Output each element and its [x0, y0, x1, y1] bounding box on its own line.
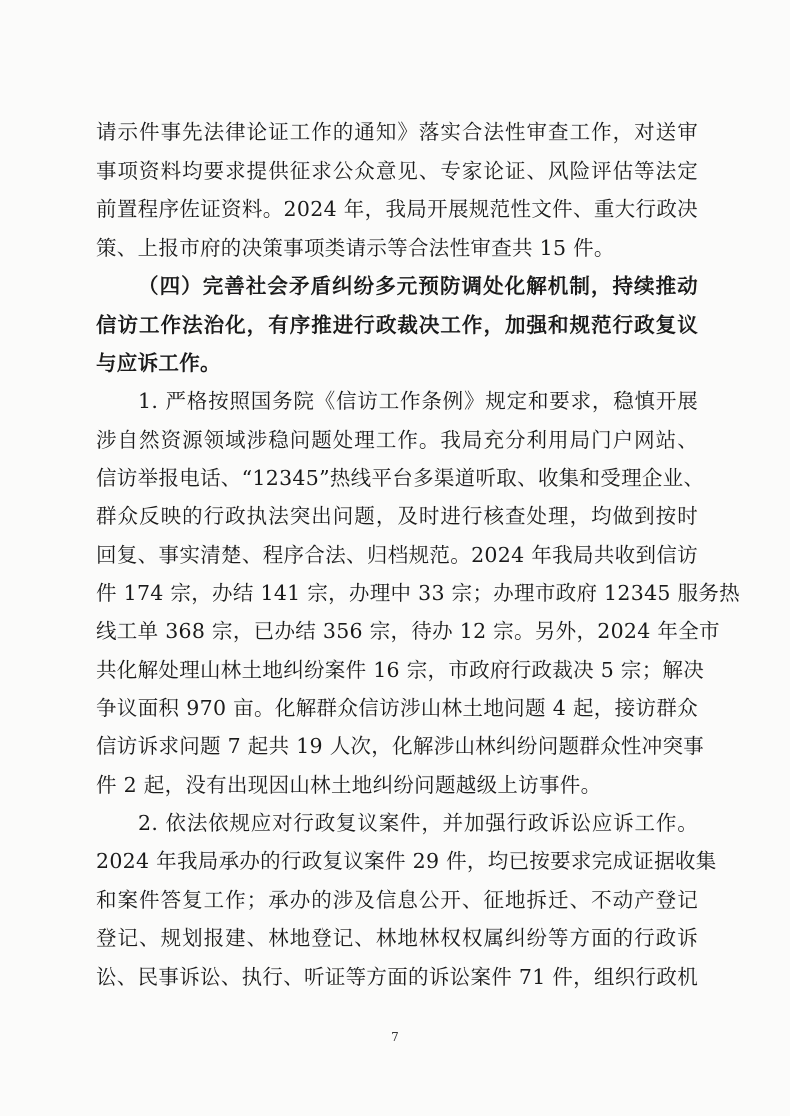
- text-line: 前置程序佐证资料。2024 年，我局开展规范性文件、重大行政决: [96, 197, 698, 221]
- text-line: 群众反映的行政执法突出问题，及时进行核查处理，均做到按时: [96, 504, 698, 528]
- text-line: （四）完善社会矛盾纠纷多元预防调处化解机制，持续推动: [138, 274, 698, 298]
- text-line: 2. 依法依规应对行政复议案件，并加强行政诉讼应诉工作。: [138, 811, 698, 835]
- text-line: 件 174 宗，办结 141 宗，办理中 33 宗；办理市政府 12345 服务热: [96, 581, 740, 605]
- text-line: 共化解处理山林土地纠纷案件 16 宗，市政府行政裁决 5 宗；解决: [96, 658, 705, 682]
- text-line: 线工单 368 宗，已办结 356 宗，待办 12 宗。另外，2024 年全市: [96, 619, 720, 643]
- text-line: 策、上报市府的决策事项类请示等合法性审查共 15 件。: [96, 236, 615, 260]
- text-line: 信访工作法治化，有序推进行政裁决工作，加强和规范行政复议: [96, 313, 698, 337]
- text-line: 与应诉工作。: [96, 351, 221, 375]
- page-number: 7: [391, 1030, 399, 1044]
- text-line: 1. 严格按照国务院《信访工作条例》规定和要求，稳慎开展: [138, 389, 698, 413]
- text-line: 讼、民事诉讼、执行、听证等方面的诉讼案件 71 件，组织行政机: [96, 964, 698, 989]
- text-line: 2024 年我局承办的行政复议案件 29 件，均已按要求完成证据收集: [96, 849, 717, 874]
- text-line: 事项资料均要求提供征求公众意见、专家论证、风险评估等法定: [96, 159, 698, 183]
- text-line: 登记、规划报建、林地登记、林地林权权属纠纷等方面的行政诉: [96, 926, 698, 951]
- text-line: 件 2 起，没有出现因山林土地纠纷问题越级上访事件。: [96, 773, 602, 797]
- text-line: 信访诉求问题 7 起共 19 人次，化解涉山林纠纷问题群众性冲突事: [96, 734, 705, 758]
- text-line: 信访举报电话、“12345”热线平台多渠道听取、收集和受理企业、: [96, 466, 705, 490]
- text-line: 涉自然资源领域涉稳问题处理工作。我局充分利用局门户网站、: [96, 428, 698, 452]
- text-line: 请示件事先法律论证工作的通知》落实合法性审查工作，对送审: [96, 120, 698, 144]
- text-line: 回复、事实清楚、程序合法、归档规范。2024 年我局共收到信访: [96, 543, 698, 567]
- text-line: 和案件答复工作；承办的涉及信息公开、征地拆迁、不动产登记: [96, 887, 698, 912]
- text-line: 争议面积 970 亩。化解群众信访涉山林土地问题 4 起，接访群众: [96, 696, 698, 720]
